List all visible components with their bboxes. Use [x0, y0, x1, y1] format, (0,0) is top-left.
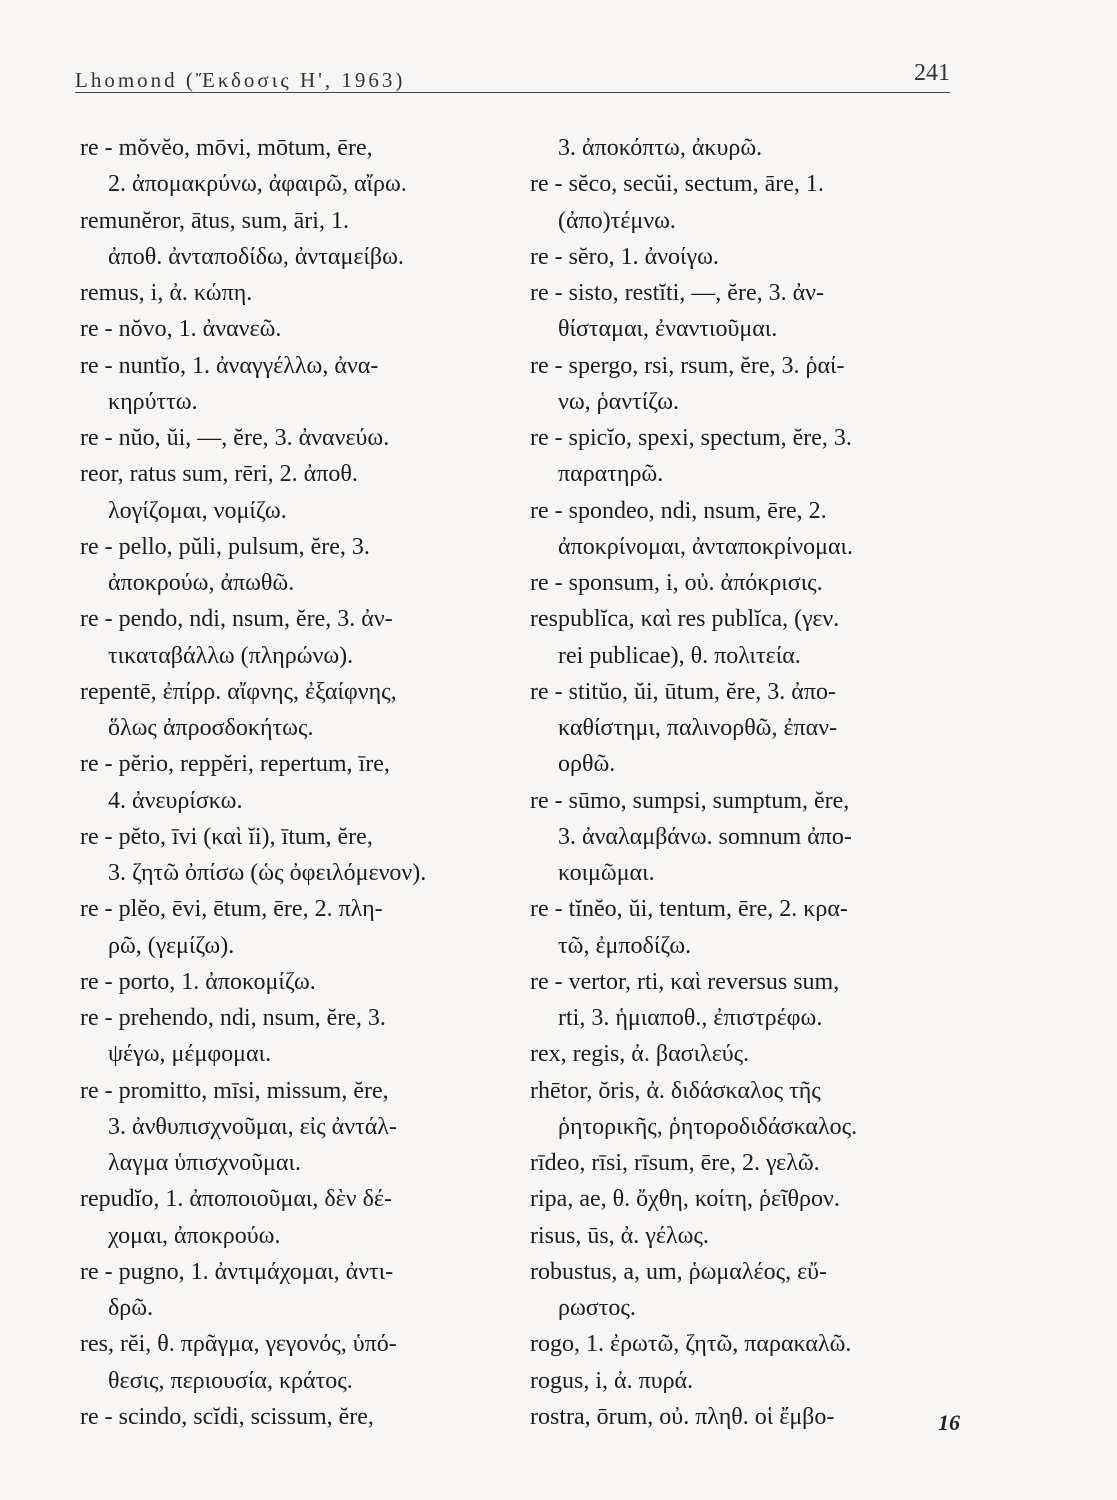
dictionary-line: re - porto, 1. ἀποκομίζω.	[80, 968, 316, 995]
dictionary-line: respublĭca, καὶ res publĭca, (γεν.	[530, 606, 840, 633]
dictionary-line: ἀποκρίνομαι, ἀνταποκρίνομαι.	[558, 533, 854, 560]
dictionary-line: re - spondeo, ndi, nsum, ēre, 2.	[530, 497, 827, 524]
dictionary-line: λαγμα ὑπισχνοῦμαι.	[108, 1150, 301, 1176]
dictionary-line: rostra, ōrum, οὐ. πληθ. οἱ ἔμβο-	[530, 1403, 835, 1430]
dictionary-line: δρῶ.	[108, 1295, 154, 1321]
dictionary-line: re - spergo, rsi, rsum, ĕre, 3. ῥαί-	[530, 352, 845, 379]
dictionary-line: παρατηρῶ.	[558, 461, 664, 488]
dictionary-line: re - sĕco, secŭi, sectum, āre, 1.	[530, 171, 824, 198]
dictionary-line: re - nŏvo, 1. ἀνανεῶ.	[80, 316, 282, 343]
dictionary-line: ρῶ, (γεμίζω).	[108, 932, 235, 959]
dictionary-line: θίσταμαι, ἐναντιοῦμαι.	[558, 316, 778, 343]
dictionary-line: rei publicae), θ. πολιτεία.	[558, 642, 801, 669]
dictionary-line: robustus, a, um, ῥωμαλέος, εὔ-	[530, 1258, 828, 1285]
dictionary-line: re - nŭo, ŭi, —, ĕre, 3. ἀνανεύω.	[80, 425, 390, 451]
dictionary-line: rti, 3. ἡμιαποθ., ἐπιστρέφω.	[558, 1005, 823, 1031]
dictionary-line: ἀποθ. ἀνταποδίδω, ἀνταμείβω.	[108, 243, 404, 270]
dictionary-line: (ἀπο)τέμνω.	[558, 207, 676, 234]
dictionary-line: τῶ, ἐμποδίζω.	[558, 932, 692, 959]
dictionary-line: 3. ἀνθυπισχνοῦμαι, εἰς ἀντάλ-	[108, 1113, 397, 1140]
header-title: Lhomond (Ἔκδοσις Η', 1963)	[75, 68, 406, 92]
dictionary-line: 2. ἀπομακρύνω, ἀφαιρῶ, αἴρω.	[108, 171, 407, 198]
dictionary-line: 3. ἀποκόπτω, ἀκυρῶ.	[558, 135, 763, 161]
left-column	[80, 130, 500, 1435]
dictionary-line: re - pĕrio, reppĕri, repertum, īre,	[80, 751, 390, 778]
dictionary-line: remus, i, ἀ. κώπη.	[80, 280, 253, 306]
dictionary-line: καθίστημι, παλινορθῶ, ἐπαν-	[558, 715, 838, 741]
dictionary-line: reor, ratus sum, rēri, 2. ἀποθ.	[80, 461, 358, 488]
dictionary-line: re - prehendo, ndi, nsum, ĕre, 3.	[80, 1005, 386, 1031]
dictionary-line: risus, ūs, ἀ. γέλως.	[530, 1222, 709, 1249]
dictionary-line: ῥητορικῆς, ῥητοροδιδάσκαλος.	[558, 1113, 858, 1140]
dictionary-line: re - promitto, mīsi, missum, ĕre,	[80, 1077, 389, 1104]
dictionary-line: θεσις, περιουσία, κράτος.	[108, 1367, 353, 1394]
dictionary-line: rhētor, ŏris, ἀ. διδάσκαλος τῆς	[530, 1077, 821, 1104]
dictionary-line: re - vertor, rti, καὶ reversus sum,	[530, 968, 840, 995]
right-column	[530, 130, 950, 1435]
dictionary-line: res, rĕi, θ. πρᾶγμα, γεγονός, ὑπό-	[80, 1331, 397, 1358]
dictionary-line: rogo, 1. ἐρωτῶ, ζητῶ, παρακαλῶ.	[530, 1331, 852, 1358]
dictionary-line: re - stitŭo, ŭi, ūtum, ĕre, 3. ἀπο-	[530, 678, 836, 705]
dictionary-line: 4. ἀνευρίσκω.	[108, 787, 243, 814]
dictionary-line: re - tĭnĕo, ŭi, tentum, ēre, 2. κρα-	[530, 896, 848, 923]
dictionary-line: κηρύττω.	[108, 388, 198, 415]
dictionary-line: re - pello, pŭli, pulsum, ĕre, 3.	[80, 533, 370, 560]
dictionary-line: re - pĕto, īvi (καὶ ĭi), ītum, ĕre,	[80, 823, 373, 850]
dictionary-line: re - mŏvĕo, mōvi, mōtum, ēre,	[80, 135, 373, 161]
dictionary-line: ἀποκρούω, ἀπωθῶ.	[108, 570, 295, 596]
dictionary-line: re - pendo, ndi, nsum, ĕre, 3. ἀν-	[80, 606, 393, 633]
dictionary-line: ripa, ae, θ. ὄχθη, κοίτη, ῥεῖθρον.	[530, 1186, 840, 1213]
dictionary-line: κοιμῶμαι.	[558, 860, 655, 886]
dictionary-line: re - spicĭo, spexi, spectum, ĕre, 3.	[530, 425, 852, 451]
dictionary-line: τικαταβάλλω (πληρώνω).	[108, 642, 354, 669]
signature-mark: 16	[938, 1410, 960, 1435]
dictionary-line: rex, regis, ἀ. βασιλεύς.	[530, 1041, 750, 1068]
dictionary-line: χομαι, ἀποκρούω.	[108, 1222, 281, 1249]
dictionary-line: 3. ζητῶ ὀπίσω (ὡς ὀφειλόμενον).	[108, 860, 427, 886]
dictionary-line: repudĭo, 1. ἀποποιοῦμαι, δὲν δέ-	[80, 1186, 392, 1213]
dictionary-line: re - sponsum, i, οὐ. ἀπόκρισις.	[530, 570, 823, 596]
header-rule	[75, 92, 950, 93]
dictionary-line: re - plĕo, ēvi, ētum, ēre, 2. πλη-	[80, 896, 383, 923]
dictionary-line: λογίζομαι, νομίζω.	[108, 497, 287, 524]
dictionary-line: repentē, ἐπίρρ. αἴφνης, ἐξαίφνης,	[80, 678, 397, 705]
dictionary-line: re - nuntĭo, 1. ἀναγγέλλω, ἀνα-	[80, 352, 379, 379]
dictionary-line: re - scindo, scĭdi, scissum, ĕre,	[80, 1403, 374, 1430]
dictionary-line: 3. ἀναλαμβάνω. somnum ἀπο-	[558, 823, 852, 850]
dictionary-line: re - pugno, 1. ἀντιμάχομαι, ἀντι-	[80, 1258, 394, 1285]
dictionary-line: ψέγω, μέμφομαι.	[108, 1041, 272, 1068]
dictionary-line: rīdeo, rīsi, rīsum, ēre, 2. γελῶ.	[530, 1150, 820, 1176]
dictionary-line: remunĕror, ātus, sum, āri, 1.	[80, 207, 349, 234]
dictionary-line: ορθῶ.	[558, 751, 616, 778]
dictionary-line: re - sĕro, 1. ἀνοίγω.	[530, 243, 719, 270]
dictionary-line: re - sisto, restĭti, —, ĕre, 3. ἀν-	[530, 280, 825, 306]
dictionary-line: ρωστος.	[558, 1295, 636, 1321]
running-header	[75, 60, 950, 100]
dictionary-line: ὅλως ἀπροσδοκήτως.	[108, 715, 314, 741]
dictionary-line: re - sūmo, sumpsi, sumptum, ĕre,	[530, 787, 850, 814]
page-number: 241	[914, 60, 950, 86]
dictionary-line: νω, ῥαντίζω.	[558, 388, 680, 415]
dictionary-line: rogus, i, ἀ. πυρά.	[530, 1367, 694, 1394]
